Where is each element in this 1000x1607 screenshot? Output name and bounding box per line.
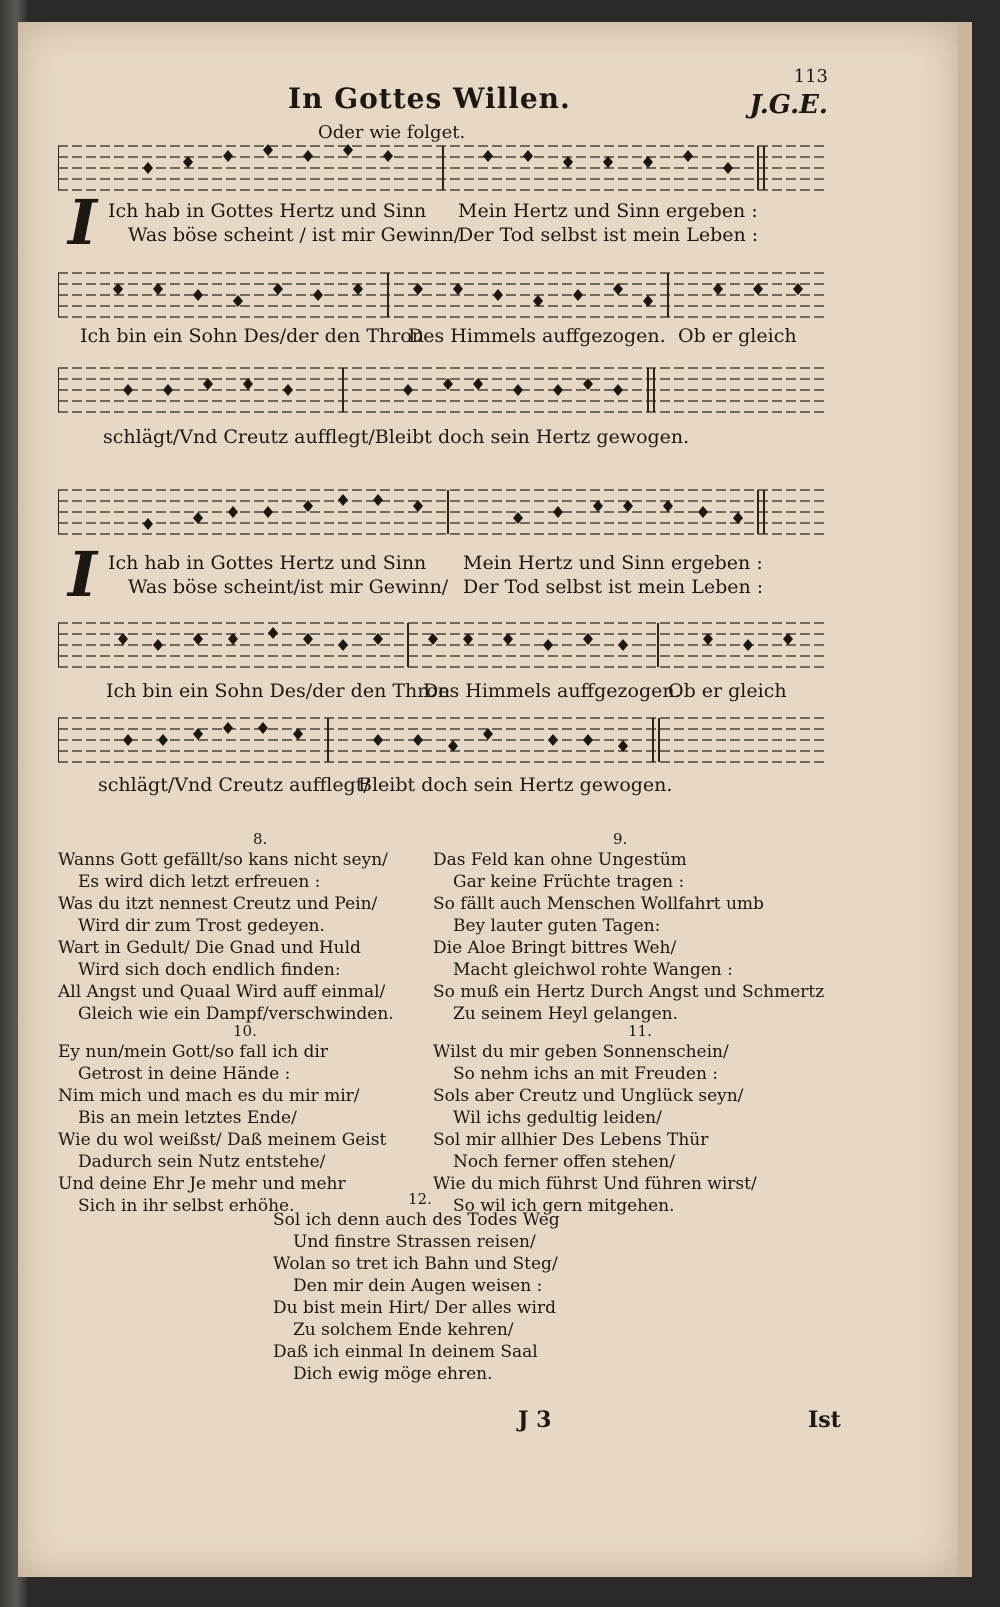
verse-line: Gar keine Früchte tragen :: [453, 872, 685, 892]
verse-line: Zu solchem Ende kehren/: [293, 1320, 514, 1340]
verse-line: Du bist mein Hirt/ Der alles wird: [273, 1298, 556, 1318]
lyric-line: Ich hab in Gottes Hertz und Sinn: [108, 552, 427, 574]
music-staff: [58, 267, 828, 327]
verse-number: 11.: [628, 1022, 652, 1040]
verse-line: Die Aloe Bringt bittres Weh/: [433, 938, 677, 958]
verse-line: Bis an mein letztes Ende/: [78, 1108, 297, 1128]
verse-line: All Angst und Quaal Wird auff einmal/: [58, 982, 386, 1002]
verse-line: Wolan so tret ich Bahn und Steg/: [273, 1254, 558, 1274]
lyric-line: Was böse scheint / ist mir Gewinn/: [128, 224, 461, 246]
verse-line: So wil ich gern mitgehen.: [453, 1196, 675, 1216]
lyric-line: Des Himmels auffgezogen.: [423, 680, 681, 702]
hymn-title: In Gottes Willen.: [288, 82, 571, 115]
lyric-line: Mein Hertz und Sinn ergeben :: [463, 552, 763, 574]
page-number: 113: [793, 66, 828, 87]
verse-line: Sols aber Creutz und Unglück seyn/: [433, 1086, 744, 1106]
lyric-line: Ob er gleich: [668, 680, 787, 702]
verse-line: Sol mir allhier Des Lebens Thür: [433, 1130, 709, 1150]
verse-line: Dich ewig möge ehren.: [293, 1364, 493, 1384]
verse-line: Getrost in deine Hände :: [78, 1064, 291, 1084]
verse-line: Daß ich einmal In deinem Saal: [273, 1342, 538, 1362]
lyric-line: schlägt/Vnd Creutz aufflegt/: [98, 774, 370, 796]
catchword: Ist: [808, 1407, 841, 1433]
lyric-line: Ich bin ein Sohn Des/der den Thron: [80, 325, 425, 347]
lyric-line: Ob er gleich: [678, 325, 797, 347]
verse-line: So fällt auch Menschen Wollfahrt umb: [433, 894, 764, 914]
verse-line: Den mir dein Augen weisen :: [293, 1276, 543, 1296]
verse-line: Wanns Gott gefällt/so kans nicht seyn/: [58, 850, 388, 870]
verse-number: 10.: [233, 1022, 257, 1040]
hymn-subtitle: Oder wie folget.: [318, 122, 466, 143]
verse-line: Und deine Ehr Je mehr und mehr: [58, 1174, 346, 1194]
verse-number: 8.: [253, 830, 268, 848]
verse-line: Gleich wie ein Dampf/verschwinden.: [78, 1004, 394, 1024]
music-staff: [58, 617, 828, 677]
verse-line: Noch ferner offen stehen/: [453, 1152, 676, 1172]
verse-line: So nehm ichs an mit Freuden :: [453, 1064, 719, 1084]
lyric-line: Was böse scheint/ist mir Gewinn/: [128, 576, 449, 598]
verse-line: Macht gleichwol rohte Wangen :: [453, 960, 733, 980]
initial-letter: I: [68, 186, 98, 259]
lyric-line: Ich bin ein Sohn Des/der den Thron: [106, 680, 451, 702]
verse-line: Wie du wol weißst/ Daß meinem Geist: [58, 1130, 387, 1150]
lyric-line: schlägt/Vnd Creutz aufflegt/Bleibt doch sein Hertz gewogen.: [103, 426, 690, 448]
verse-line: Und finstre Strassen reisen/: [293, 1232, 536, 1252]
verse-line: Wil ichs gedultig leiden/: [453, 1108, 662, 1128]
composer-initials: J.G.E.: [749, 90, 828, 120]
verse-line: Bey lauter guten Tagen:: [453, 916, 661, 936]
verse-line: Wird sich doch endlich finden:: [78, 960, 341, 980]
lyric-line: Bleibt doch sein Hertz gewogen.: [358, 774, 673, 796]
book-page: [18, 22, 972, 1577]
verse-line: Ey nun/mein Gott/so fall ich dir: [58, 1042, 328, 1062]
verse-line: Sich in ihr selbst erhöhe.: [78, 1196, 295, 1216]
music-staff: [58, 138, 828, 200]
verse-line: Zu seinem Heyl gelangen.: [453, 1004, 679, 1024]
verse-number: 12.: [408, 1190, 432, 1208]
music-staff: [58, 362, 828, 422]
lyric-line: Der Tod selbst ist mein Leben :: [458, 224, 759, 246]
verse-line: Es wird dich letzt erfreuen :: [78, 872, 321, 892]
verse-line: Nim mich und mach es du mir mir/: [58, 1086, 360, 1106]
verse-line: Dadurch sein Nutz entstehe/: [78, 1152, 326, 1172]
verse-number: 9.: [613, 830, 628, 848]
verse-line: Wird dir zum Trost gedeyen.: [78, 916, 325, 936]
verse-line: Wilst du mir geben Sonnenschein/: [433, 1042, 729, 1062]
lyric-line: Mein Hertz und Sinn ergeben :: [458, 200, 758, 222]
verse-line: So muß ein Hertz Durch Angst und Schmertz: [433, 982, 825, 1002]
lyric-line: Ich hab in Gottes Hertz und Sinn: [108, 200, 427, 222]
music-staff: [58, 712, 828, 772]
verse-line: Wart in Gedult/ Die Gnad und Huld: [58, 938, 361, 958]
verse-line: Das Feld kan ohne Ungestüm: [433, 850, 687, 870]
verse-line: Was du itzt nennest Creutz und Pein/: [58, 894, 378, 914]
verse-line: Sol ich denn auch des Todes Weg: [273, 1210, 560, 1230]
lyric-line: Des Himmels auffgezogen.: [408, 325, 666, 347]
lyric-line: Der Tod selbst ist mein Leben :: [463, 576, 764, 598]
initial-letter: I: [68, 538, 98, 611]
verse-line: Wie du mich führst Und führen wirst/: [433, 1174, 757, 1194]
signature-mark: J 3: [518, 1407, 552, 1433]
music-staff: [58, 484, 828, 544]
